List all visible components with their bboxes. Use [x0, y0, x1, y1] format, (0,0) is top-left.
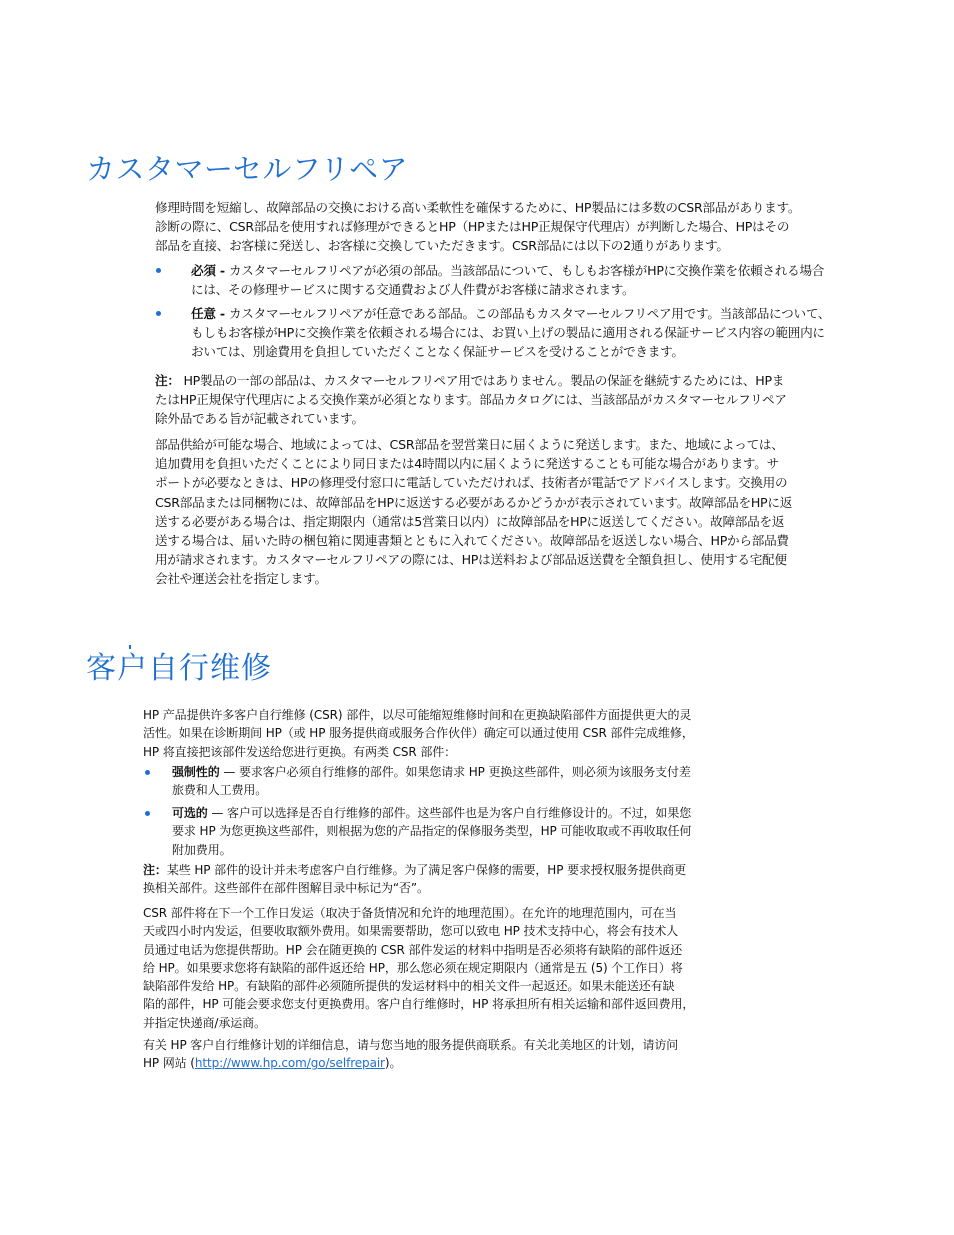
- intro-paragraph-jp: [155, 198, 800, 256]
- text-line: 某些 HP 部件的设计并未考虑客户自行维修。为了满足客户保修的需要，HP 要求授权服务提供商更: [166, 863, 687, 877]
- bullet-term: 任意 -: [191, 306, 229, 321]
- text-line: 陷的部件，HP 可能会要求您支付更换费用。客户自行维修时，HP 将承担所有相关运输和部件返回费用，: [143, 997, 695, 1012]
- text-line: カスタマーセルフリペアが任意である部品。この部品もカスタマーセルフリペア用です。当該部品について、: [228, 306, 831, 321]
- bullet-optional-jp: [191, 304, 830, 362]
- note-paragraph-zh: [143, 861, 686, 898]
- text-line: — 要求客户必须自行维修的部件。如果您请求 HP 更换这些部件，则必须为该服务支付差: [219, 765, 691, 779]
- text-line: 部品を直接、お客様に発送し、お客様に交換していただきます。CSR部品には以下の2通りがあります。: [155, 238, 729, 254]
- text-line: HP 产品提供许多客户自行维修 (CSR) 部件，以尽可能缩短维修时间和在更换缺陷部件方面提供更大的灵: [143, 708, 692, 722]
- text-line: 换相关部件。这些部件在部件图解目录中标记为“否”。: [143, 881, 429, 896]
- text-line: 送する場合は、届いた時の梱包箱に関連書類とともに入れてください。故障部品を返送しない場合、HPから部品費: [155, 533, 789, 549]
- note-paragraph-jp: [155, 371, 787, 429]
- text-line: HP 网站 (: [143, 1056, 195, 1071]
- note-label: 注：: [155, 373, 180, 388]
- text-line: 部品供給が可能な場合、地域によっては、CSR部品を翌営業日に届くように発送します。また、地域によっては、: [155, 437, 784, 452]
- text-line: 并指定快递商/承运商。: [143, 1015, 266, 1030]
- selfrepair-link[interactable]: http://www.hp.com/go/selfrepair: [194, 1056, 385, 1071]
- text-line: 有关 HP 客户自行维修计划的详细信息，请与您当地的服务提供商联系。有关北美地区的计划，请访问: [143, 1038, 679, 1052]
- text-line: CSR部品または同梱物には、故障部品をHPに返送する必要があるかどうかが表示されています。故障部品をHPに返: [155, 494, 793, 510]
- contact-paragraph-zh: [143, 1036, 678, 1073]
- text-line: CSR 部件将在下一个工作日发运（取决于备货情况和允许的地理范围）。在允许的地理范围内，可在当: [143, 906, 677, 920]
- text-line: 旅费和人工费用。: [172, 783, 268, 798]
- bullet-icon: [156, 311, 161, 316]
- note-label: 注：: [143, 863, 167, 877]
- intro-paragraph-zh: [143, 706, 694, 761]
- text-line: 追加費用を負担いただくことにより同日または4時間以内に届くように発送することも可能な場合があります。サ: [155, 456, 779, 472]
- text-line: ポートが必要なときは、HPの修理受付窓口に電話していただければ、技術者が電話でアドバイスします。交換用の: [155, 475, 788, 491]
- bullet-icon: [156, 268, 161, 273]
- supply-paragraph-jp: [155, 435, 792, 589]
- bullet-icon: [145, 811, 150, 816]
- text-line: おいては、別途費用を負担していただくことなく保証サービスを受けることができます。: [191, 344, 684, 360]
- bullet-term: 可选的: [172, 806, 208, 820]
- text-line: 除外品である旨が記載されています。: [155, 411, 364, 427]
- text-line: カスタマーセルフリペアが必須の部品。当該部品について、もしもお客様がHPに交換作業を依頼される場合: [228, 263, 825, 278]
- text-line: たはHP正規保守代理店による交換作業が必須となります。部品カタログには、当該部品がカスタマーセルフリペア: [155, 392, 787, 408]
- bullet-mandatory-zh: [172, 763, 691, 800]
- text-line: 会社や運送会社を指定します。: [155, 571, 327, 587]
- text-line: 診断の際に、CSR部品を使用すれば修理ができるとHP（HPまたはHP正規保守代理店）が判断した場合、HPはその: [155, 219, 790, 235]
- bullet-term: 必須 -: [191, 263, 229, 278]
- bullet-term: 强制性的: [172, 765, 220, 779]
- section-heading-zh: 客户自行维修: [86, 651, 272, 686]
- text-line: もしもお客様がHPに交換作業を依頼される場合には、お買い上げの製品に適用される保証サービス内容の範囲内に: [191, 325, 825, 341]
- text-line: 缺陷部件发给 HP。有缺陷的部件必须随所提供的发运材料中的相关文件一起返还。如果未能送还有缺: [143, 979, 675, 994]
- text-line: 活性。如果在诊断期间 HP（或 HP 服务提供商或服务合作伙伴）确定可以通过使用 CSR 部件完成维修，: [143, 726, 694, 741]
- text-line: 给 HP。如果要求您将有缺陷的部件返还给 HP，那么您必须在规定期限内（通常是五 (5) 个工作日）将: [143, 960, 683, 975]
- text-line: 要求 HP 为您更换这些部件，则根据为您的产品指定的保修服务类型，HP 可能收取或不再收取任何: [172, 824, 692, 839]
- text-line: には、その修理サービスに関する交通費および人件費がお客様に請求されます。: [191, 282, 635, 298]
- text-line: — 客户可以选择是否自行维修的部件。这些部件也是为客户自行维修设计的。不过，如果您: [207, 806, 692, 820]
- text-line: HP 将直接把该部件发送给您进行更换。有两类 CSR 部件：: [143, 744, 457, 759]
- text-line: 用が請求されます。カスタマーセルフリペアの際には、HPは送料および部品返送費を全額負担し、使用する宅配便: [155, 552, 787, 568]
- text-line: )。: [384, 1056, 402, 1071]
- section-heading-jp: カスタマーセルフリペア: [86, 152, 409, 186]
- text-line: 送する必要がある場合は、指定期限内（通常は5営業日以内）に故障部品をHPに返送してください。故障部品を返: [155, 513, 785, 529]
- bullet-icon: [145, 770, 150, 775]
- text-line: 员通过电话为您提供帮助。HP 会在随更换的 CSR 部件发运的材料中指明是否必须将有缺陷的部件返还: [143, 942, 683, 957]
- text-line: HP製品の一部の部品は、カスタマーセルフリペア用ではありません。製品の保証を継続するためには、HPま: [183, 373, 785, 388]
- text-line: 天或四小时内发运，但要收取额外费用。如果需要帮助，您可以致电 HP 技术支持中心，将会有技术人: [143, 924, 679, 939]
- bullet-required-jp: [191, 261, 824, 299]
- text-line: 附加费用。: [172, 842, 232, 857]
- supply-paragraph-zh: [143, 904, 694, 1032]
- bullet-optional-zh: [172, 804, 691, 859]
- text-line: 修理時間を短縮し、故障部品の交換における高い柔軟性を確保するために、HP製品には多数のCSR部品があります。: [155, 200, 801, 215]
